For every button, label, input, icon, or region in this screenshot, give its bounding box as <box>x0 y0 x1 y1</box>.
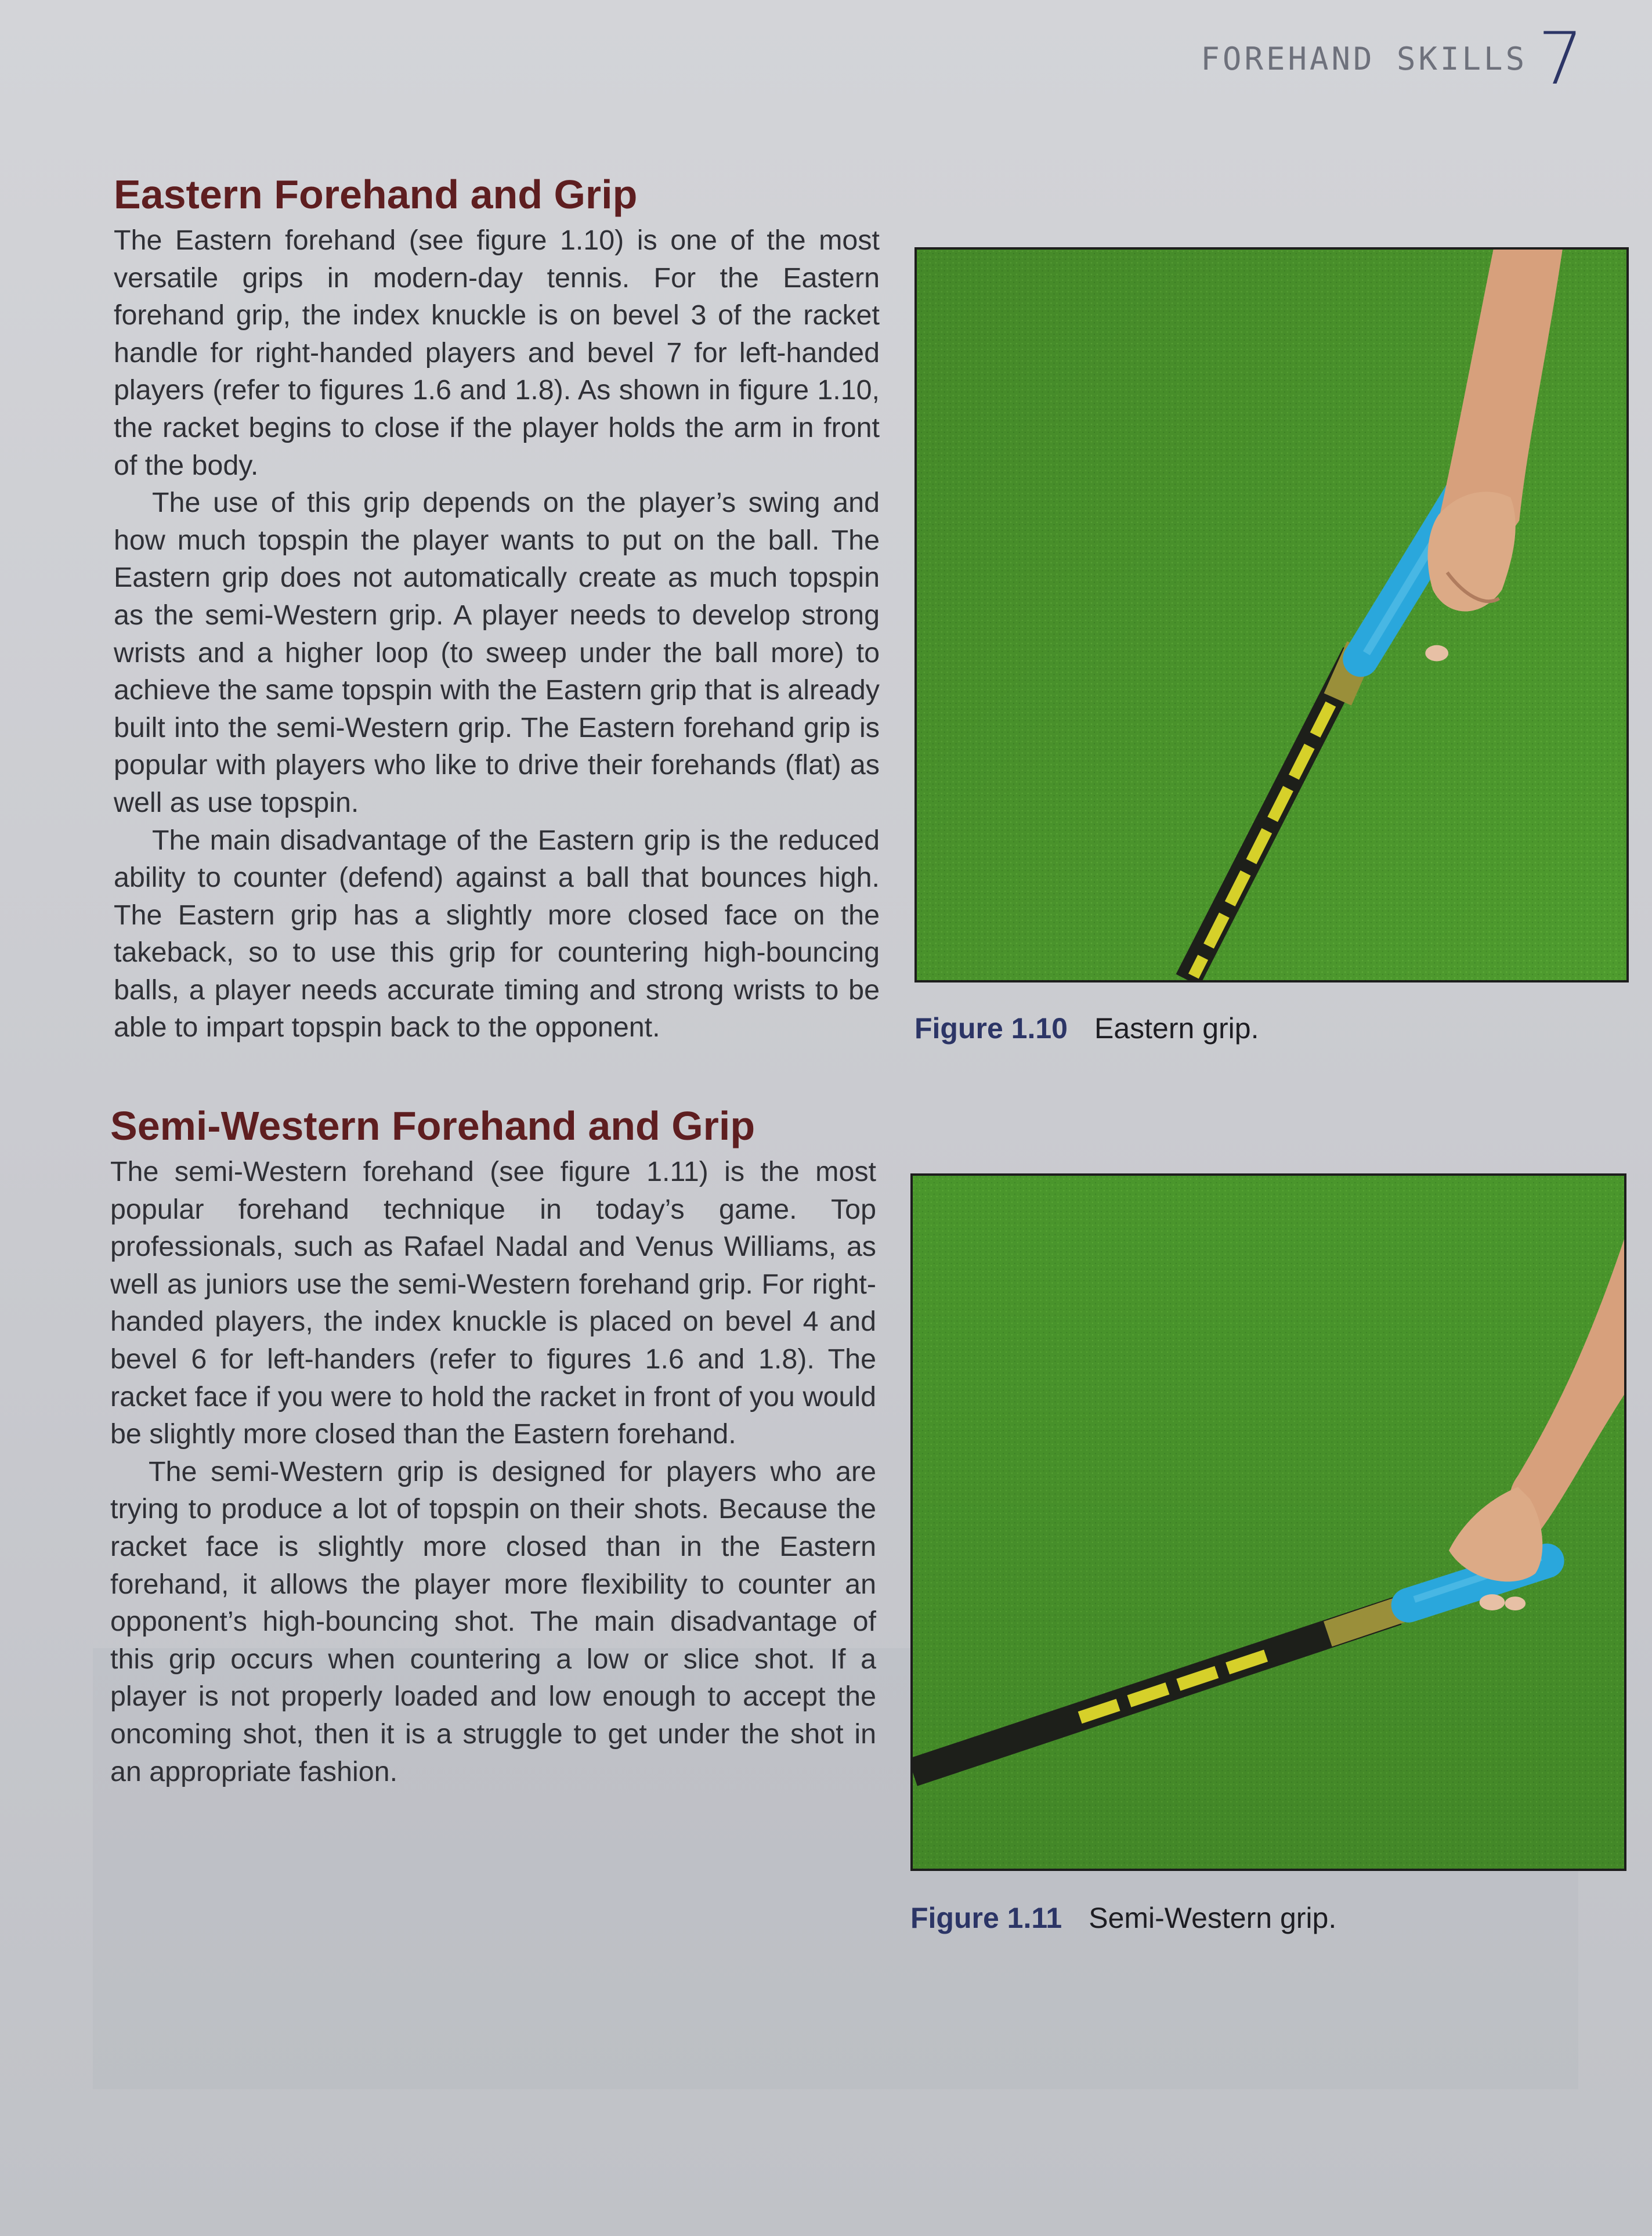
figure-semi-western-grip <box>910 1173 1626 1935</box>
figure-label: Figure 1.10 <box>914 1012 1068 1045</box>
running-head <box>1201 17 1584 101</box>
figure-label: Figure 1.11 <box>910 1902 1062 1934</box>
figure-caption <box>910 1901 1626 1935</box>
semi-western-section <box>110 1100 876 1790</box>
semi-western-paragraph: The semi-Western forehand (see figure 1.11) is the most popular forehand technique in today’s game. Top professionals, such as Rafael Nadal and Venus Williams, as well as juniors use the semi-Western forehand grip. For right-handed players, the index knuckle is placed on bevel 4 and bevel 6 for left-handers (refer to figures 1.6 and 1.8). The racket face if you were to hold the racket in front of you would be slightly more closed than the Eastern forehand. <box>110 1156 876 1450</box>
page-number: 7 <box>1538 17 1584 101</box>
running-title: FOREHAND SKILLS <box>1201 41 1528 77</box>
eastern-heading: Eastern Forehand and Grip <box>114 172 638 217</box>
eastern-paragraph: The Eastern forehand (see figure 1.10) is one of the most versatile grips in modern-day tennis. For the Eastern forehand grip, the index knuckle is on bevel 3 of the racket handle for right-handed players and bevel 7 for left-handed players (refer to figures 1.6 and 1.8). As shown in figure 1.10, the racket begins to close if the player holds the arm in front of the body. <box>114 225 880 481</box>
figure-caption-text: Semi-Western grip. <box>1089 1902 1337 1934</box>
figure-caption-text: Eastern grip. <box>1094 1012 1259 1045</box>
semi-western-grip-photo <box>910 1173 1626 1871</box>
eastern-section <box>114 168 880 1046</box>
eastern-grip-photo <box>914 247 1629 982</box>
semi-western-paragraph: The semi-Western grip is designed for players who are trying to produce a lot of topspin on their shots. Because the racket face is slightly more closed than in the Eastern forehand, it allows the player more flexibility to counter an opponent’s high-bouncing shot. The main disadvantage of this grip occurs when countering a low or slice shot. If a player is not properly loaded and low enough to accept the oncoming shot, then it is a struggle to get under the shot in an appropriate fashion. <box>110 1455 876 1787</box>
eastern-paragraph: The use of this grip depends on the player’s swing and how much topspin the player wants to put on the ball. The Eastern grip does not automatically create as much topspin as the semi-Western grip. A player needs to develop strong wrists and a higher loop (to sweep under the ball more) to achieve the same topspin with the Eastern grip that is already built into the semi-Western grip. The Eastern forehand grip is popular with players who like to drive their forehands (flat) as well as use topspin. <box>114 487 880 818</box>
figure-eastern-grip <box>914 247 1629 1045</box>
semi-western-heading: Semi-Western Forehand and Grip <box>110 1103 755 1148</box>
figure-caption <box>914 1012 1629 1045</box>
eastern-paragraph: The main disadvantage of the Eastern grip is the reduced ability to counter (defend) against a ball that bounces high. The Eastern grip has a slightly more closed face on the takeback, so to use this grip for countering high-bouncing balls, a player needs accurate timing and strong wrists to be able to impart topspin back to the opponent. <box>114 824 880 1043</box>
